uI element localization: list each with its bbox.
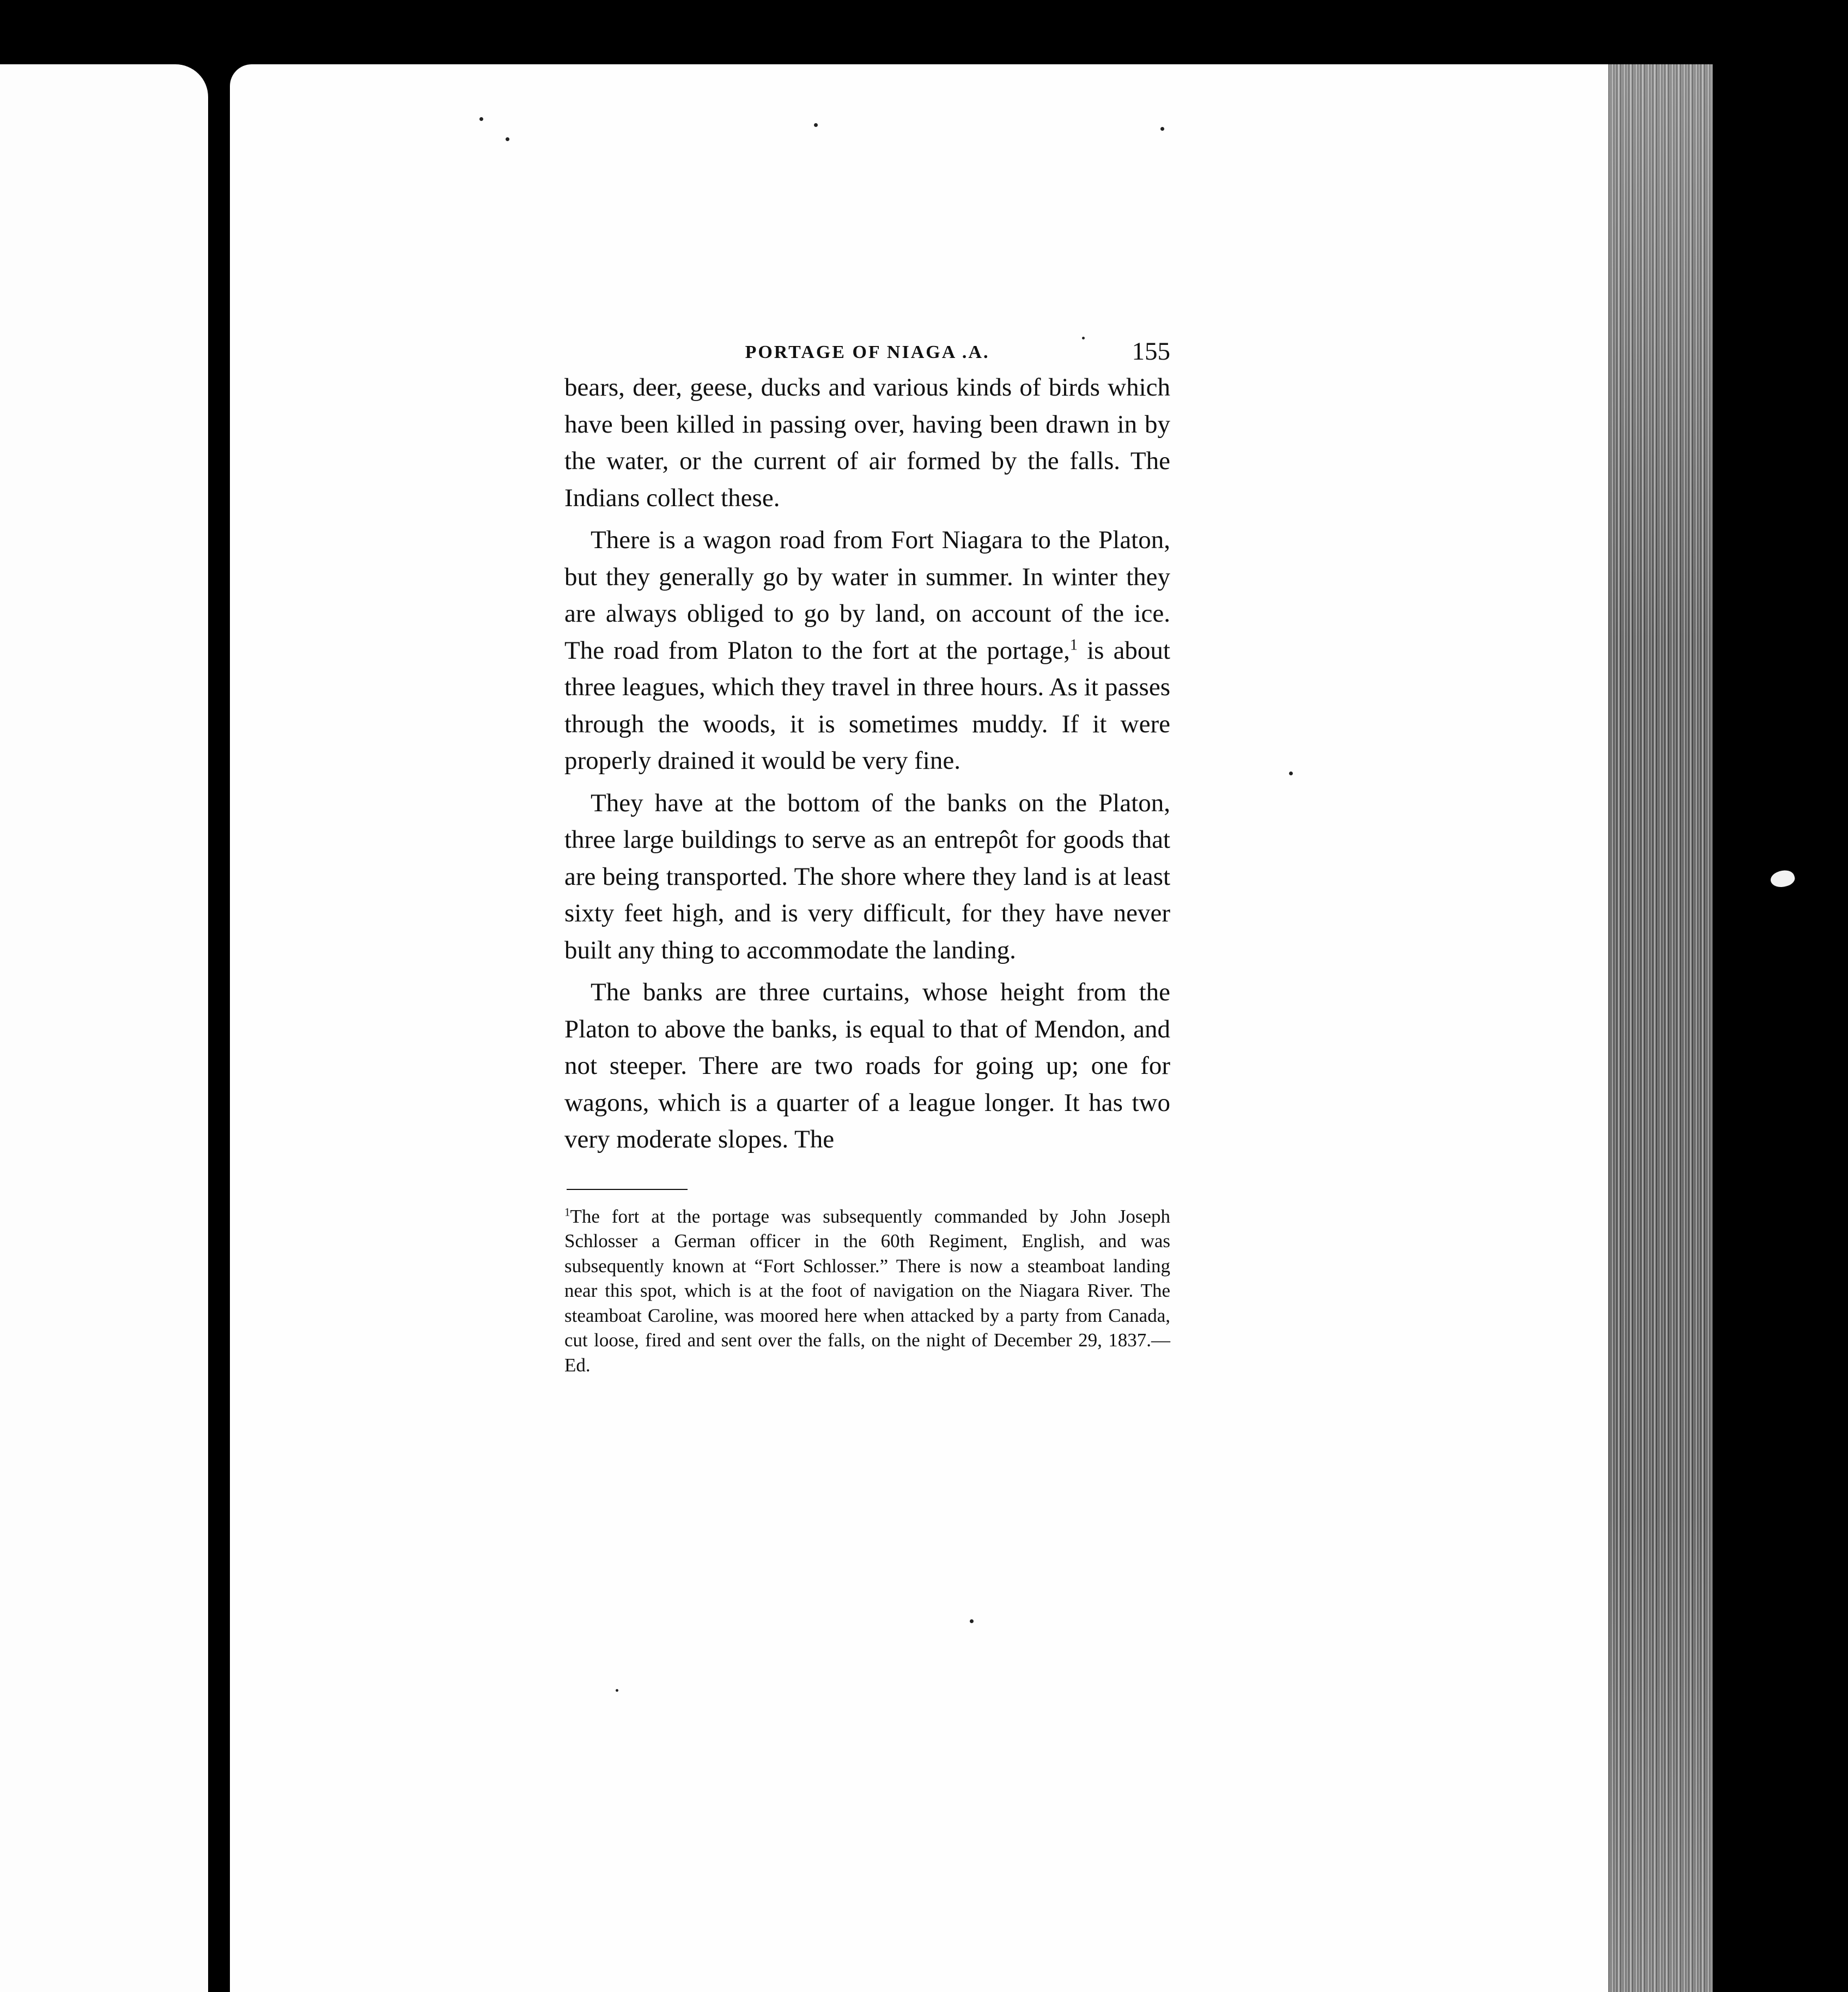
paragraph-text: There is a wagon road from Fort Niagara to the Platon, but they generally go by water in summer. In winter they are always obliged to go by land, on account of the ice. The road from Platon to the fort at the portage,	[564, 526, 1170, 665]
page-text-block	[564, 337, 1170, 1377]
running-title: PORTAGE OF NIAGA .A.	[745, 342, 990, 362]
dust-speck	[1289, 772, 1293, 775]
dust-speck	[616, 1689, 618, 1692]
footnote-text: The fort at the portage was subsequently commanded by John Joseph Schlosser a German officer in the 60th Regiment, English, and was subsequently known at “Fort Schlosser.” There is now a steamboat landing near this spot, which is at the foot of navigation on the Niagara River. The steamboat Caroline, was moored here when attacked by a party from Canada, cut loose, fired and sent over the falls, on the night of December 29, 1837.— Ed.	[564, 1205, 1170, 1376]
paper-smudge	[1768, 867, 1796, 890]
footnote	[564, 1204, 1170, 1378]
footnote-marker: 1	[564, 1205, 570, 1218]
paragraph-text: is about three leagues, which they travel in three hours. As it passes through the woods, it is sometimes muddy. If it were properly drained it would be very fine.	[564, 636, 1170, 775]
paragraph: They have at the bottom of the banks on the Platon, three large buildings to serve as an entrepôt for goods that are being transported. The shore where they land is at least sixty feet high, and is very difficult, for they have never built any thing to accommodate the landing.	[564, 788, 1170, 964]
dust-speck	[1160, 127, 1164, 131]
dust-speck	[814, 123, 818, 127]
dust-speck	[506, 137, 509, 141]
paragraph: bears, deer, geese, ducks and various kinds of birds which have been killed in passing over, having been drawn in by the water, or the current of air formed by the falls. The Indians collect these.	[564, 373, 1170, 512]
footnote-reference: 1	[1069, 636, 1078, 653]
page-number: 155	[1132, 337, 1170, 366]
footnote-rule	[567, 1189, 688, 1190]
paragraph	[564, 522, 1170, 780]
facing-page-edge	[0, 64, 208, 1992]
dust-speck	[970, 1619, 974, 1623]
paragraph: The banks are three curtains, whose height from the Platon to above the banks, is equal to that of Mendon, and not steeper. There are two roads for going up; one for wagons, which is a quarter of a league longer. It has two very moderate slopes. The	[564, 978, 1170, 1153]
book-gutter	[208, 71, 230, 1992]
running-head	[564, 337, 1170, 369]
dust-speck	[479, 117, 483, 121]
page-block-shading	[1608, 64, 1713, 1992]
body-text	[564, 369, 1170, 1158]
